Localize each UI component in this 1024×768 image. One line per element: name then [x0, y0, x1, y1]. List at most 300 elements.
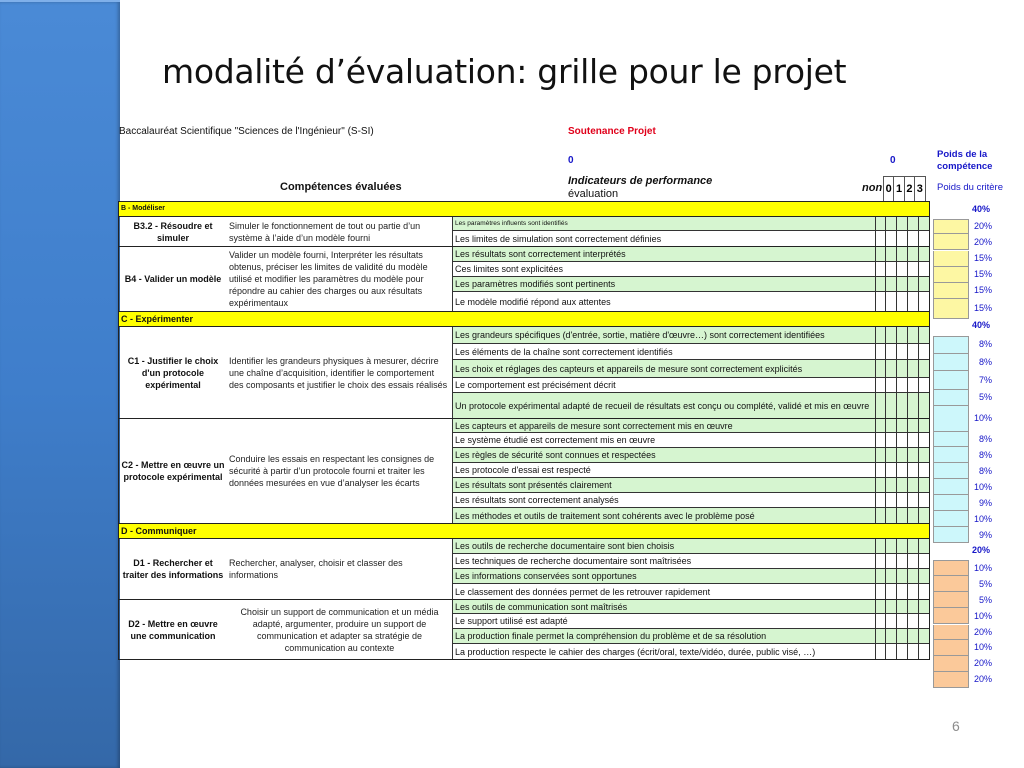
competences-header: Compétences évaluées [280, 181, 402, 193]
criterion-row [452, 478, 929, 493]
score-checkbox-0[interactable] [885, 644, 896, 659]
score-checkbox-3[interactable] [918, 262, 929, 276]
score-checkbox-1[interactable] [896, 463, 907, 477]
weight-input-cell[interactable] [933, 354, 969, 371]
criterion-row [452, 463, 929, 478]
weight-input-cell[interactable] [933, 251, 969, 267]
score-checkbox-3[interactable] [918, 478, 929, 492]
score-boxes [875, 262, 929, 276]
competence-description: Identifier les grandeurs physiques à mesurer, décrire une chaîne d’acquisition, identifier le comportement des composants et justifier le choix des essais réalisés [229, 355, 448, 390]
score-checkbox-non[interactable] [875, 554, 885, 568]
criterion-weight: 20% [973, 658, 992, 668]
criterion-weight: 10% [973, 513, 992, 524]
criterion-weight-header: Poids du critère [937, 182, 1004, 193]
score-checkbox-1[interactable] [896, 569, 907, 583]
score-boxes [875, 463, 929, 477]
score-checkbox-1[interactable] [896, 277, 907, 291]
criterion-weight: 8% [978, 339, 992, 349]
competence-block [119, 217, 929, 247]
score-checkbox-0[interactable] [885, 508, 896, 523]
criterion-row [452, 433, 929, 448]
score-checkbox-0[interactable] [885, 433, 896, 447]
score-checkbox-3[interactable] [918, 463, 929, 477]
score-checkbox-1[interactable] [896, 493, 907, 507]
criteria-list [452, 539, 929, 599]
score-checkbox-3[interactable] [918, 448, 929, 462]
score-checkbox-3[interactable] [918, 644, 929, 659]
weight-input-cell[interactable] [933, 371, 969, 390]
weight-input-cell[interactable] [933, 625, 969, 640]
score-checkbox-1[interactable] [896, 247, 907, 261]
weight-input-cell[interactable] [933, 234, 969, 250]
weight-input-cell[interactable] [933, 390, 969, 406]
score-checkbox-0[interactable] [885, 327, 896, 343]
score-checkbox-0[interactable] [885, 539, 896, 553]
score-boxes [875, 600, 929, 613]
score-checkbox-non[interactable] [875, 539, 885, 553]
score-checkbox-non[interactable] [875, 433, 885, 447]
weight-input-cell[interactable] [933, 432, 969, 447]
criterion-text: Les choix et réglages des capteurs et appareils de mesure sont correctement explicités [452, 360, 875, 377]
score-boxes [875, 231, 929, 246]
criterion-text: Les règles de sécurité sont connues et respectées [452, 448, 875, 462]
score-checkbox-non[interactable] [875, 292, 885, 311]
criterion-row [452, 419, 929, 433]
criterion-weight: 15% [973, 303, 992, 313]
criterion-weight: 7% [978, 374, 992, 385]
score-checkbox-3[interactable] [918, 554, 929, 568]
score-boxes [875, 393, 929, 418]
score-checkbox-0[interactable] [885, 378, 896, 392]
non-header: non [862, 182, 883, 194]
weight-input-cell[interactable] [933, 447, 969, 463]
score-checkbox-3[interactable] [918, 292, 929, 311]
criterion-text: Ces limites sont explicitées [452, 262, 875, 276]
weight-input-cell[interactable] [933, 672, 969, 688]
score-checkbox-non[interactable] [875, 360, 885, 377]
competence-block [119, 600, 929, 659]
score-checkbox-0[interactable] [885, 217, 896, 230]
score-boxes [875, 419, 929, 432]
score-checkbox-2[interactable] [907, 262, 918, 276]
criteria-list [452, 419, 929, 523]
competence-description: Simuler le fonctionnement de tout ou partie d’un système à l’aide d’un modèle fourni [229, 220, 421, 243]
score-checkbox-0[interactable] [885, 419, 896, 432]
score-checkbox-2[interactable] [907, 614, 918, 628]
score-checkbox-1[interactable] [896, 327, 907, 343]
criterion-text: Les limites de simulation sont correctement définies [452, 231, 875, 246]
score-checkbox-non[interactable] [875, 378, 885, 392]
score-checkbox-non[interactable] [875, 493, 885, 507]
score-checkbox-2[interactable] [907, 419, 918, 432]
criterion-row [452, 644, 929, 659]
score-checkbox-1[interactable] [896, 419, 907, 432]
weight-input-cell[interactable] [933, 283, 969, 299]
score-checkbox-3[interactable] [918, 508, 929, 523]
score-checkbox-1[interactable] [896, 378, 907, 392]
criterion-row [452, 393, 929, 418]
score-boxes [875, 277, 929, 291]
score-checkbox-non[interactable] [875, 463, 885, 477]
score-checkbox-0[interactable] [885, 277, 896, 291]
competence-block [119, 247, 929, 312]
score-checkbox-0[interactable] [885, 463, 896, 477]
weight-input-cell[interactable] [933, 219, 969, 234]
weight-input-cell[interactable] [933, 656, 969, 672]
score-checkbox-0[interactable] [885, 478, 896, 492]
criterion-weight: 10% [973, 481, 992, 492]
score-checkbox-2[interactable] [907, 360, 918, 377]
score-1-header: 1 [894, 176, 904, 202]
criterion-text: Les résultats sont correctement analysés [452, 493, 875, 507]
score-checkbox-non[interactable] [875, 231, 885, 246]
score-boxes [875, 433, 929, 447]
criterion-weight: 15% [973, 269, 992, 279]
criterion-row [452, 584, 929, 599]
score-checkbox-0[interactable] [885, 393, 896, 418]
criterion-text: Le support utilisé est adapté [452, 614, 875, 628]
criterion-text: Le comportement est précisément décrit [452, 378, 875, 392]
criterion-row [452, 554, 929, 569]
criterion-text: Un protocole expérimental adapté de recueil de résultats est conçu ou complété, validé et mis en œuvre [452, 393, 875, 418]
weight-input-cell[interactable] [933, 463, 969, 479]
score-checkbox-3[interactable] [918, 378, 929, 392]
criterion-weight: 5% [978, 594, 992, 605]
criterion-weight: 15% [973, 253, 992, 263]
weight-input-cell[interactable] [933, 608, 969, 624]
score-checkbox-3[interactable] [918, 493, 929, 507]
criterion-row [452, 614, 929, 629]
score-checkbox-3[interactable] [918, 327, 929, 343]
criterion-row [452, 231, 929, 246]
score-checkbox-1[interactable] [896, 393, 907, 418]
section-weight: 40% [971, 320, 990, 330]
score-checkbox-3[interactable] [918, 419, 929, 432]
criterion-row [452, 508, 929, 523]
score-checkbox-1[interactable] [896, 292, 907, 311]
score-checkbox-1[interactable] [896, 508, 907, 523]
score-checkbox-1[interactable] [896, 262, 907, 276]
weight-input-cell[interactable] [933, 495, 969, 511]
score-checkbox-2[interactable] [907, 327, 918, 343]
score-checkbox-1[interactable] [896, 217, 907, 230]
criterion-text: Le système étudié est correctement mis en œuvre [452, 433, 875, 447]
weight-input-cell[interactable] [933, 511, 969, 527]
score-checkbox-1[interactable] [896, 600, 907, 613]
criterion-weight: 9% [978, 497, 992, 508]
criterion-row [452, 292, 929, 311]
indicators-header: Indicateurs de performance [568, 175, 713, 187]
score-checkbox-1[interactable] [896, 644, 907, 659]
slide-sidebar-decoration [0, 0, 120, 768]
assessment-title: Soutenance Projet [568, 126, 656, 137]
competence-code: D2 - Mettre en œuvre une communication [128, 618, 218, 641]
score-boxes [875, 629, 929, 643]
score-3-header: 3 [915, 176, 925, 202]
competence-code: C1 - Justifier le choix d'un protocole expérimental [127, 355, 219, 390]
criterion-row [452, 448, 929, 463]
score-checkbox-0[interactable] [885, 569, 896, 583]
criterion-text: Les paramètres influents sont identifiés [452, 217, 875, 230]
score-checkbox-non[interactable] [875, 393, 885, 418]
score-checkbox-0[interactable] [885, 554, 896, 568]
slide-title: modalité d’évaluation: grille pour le projet [162, 52, 847, 91]
score-checkbox-1[interactable] [896, 344, 907, 359]
criterion-weight: 10% [973, 562, 992, 573]
competence-block [119, 539, 929, 600]
score-checkbox-2[interactable] [907, 292, 918, 311]
total-left: 0 [568, 155, 574, 166]
score-boxes [875, 539, 929, 553]
score-checkbox-3[interactable] [918, 614, 929, 628]
score-checkbox-1[interactable] [896, 614, 907, 628]
score-boxes [875, 584, 929, 599]
slide-number: 6 [952, 718, 960, 734]
score-checkbox-2[interactable] [907, 554, 918, 568]
score-checkbox-1[interactable] [896, 448, 907, 462]
score-checkbox-1[interactable] [896, 433, 907, 447]
competence-block [119, 327, 929, 419]
score-checkbox-2[interactable] [907, 231, 918, 246]
competence-code: D1 - Rechercher et traiter des informations [122, 558, 224, 580]
score-checkbox-non[interactable] [875, 569, 885, 583]
score-checkbox-3[interactable] [918, 344, 929, 359]
score-checkbox-2[interactable] [907, 569, 918, 583]
score-checkbox-3[interactable] [918, 360, 929, 377]
criterion-text: Les techniques de recherche documentaire sont maîtrisées [452, 554, 875, 568]
competence-description: Rechercher, analyser, choisir et classer des informations [229, 558, 403, 580]
score-checkbox-2[interactable] [907, 344, 918, 359]
criteria-list [452, 217, 929, 246]
criterion-weight: 8% [978, 449, 992, 460]
score-boxes [875, 508, 929, 523]
criterion-row [452, 629, 929, 644]
score-boxes [875, 247, 929, 261]
score-checkbox-0[interactable] [885, 292, 896, 311]
score-boxes [875, 360, 929, 377]
score-checkbox-3[interactable] [918, 569, 929, 583]
weight-input-cell[interactable] [933, 267, 969, 283]
section-weight: 40% [971, 203, 990, 214]
score-checkbox-2[interactable] [907, 508, 918, 523]
score-checkbox-non[interactable] [875, 644, 885, 659]
score-checkbox-1[interactable] [896, 539, 907, 553]
score-checkbox-3[interactable] [918, 629, 929, 643]
score-checkbox-non[interactable] [875, 448, 885, 462]
score-boxes [875, 217, 929, 230]
weight-input-cell[interactable] [933, 592, 969, 608]
score-checkbox-1[interactable] [896, 360, 907, 377]
score-checkbox-2[interactable] [907, 217, 918, 230]
score-checkbox-0[interactable] [885, 629, 896, 643]
criterion-weight: 10% [973, 413, 992, 423]
competence-code: B3.2 - Résoudre et simuler [133, 220, 213, 243]
criterion-text: Les outils de recherche documentaire sont bien choisis [452, 539, 875, 553]
evaluation-grid [118, 201, 930, 660]
score-checkbox-3[interactable] [918, 584, 929, 599]
score-boxes [875, 644, 929, 659]
score-checkbox-non[interactable] [875, 478, 885, 492]
score-checkbox-2[interactable] [907, 433, 918, 447]
total-right: 0 [890, 155, 896, 166]
criterion-text: Les paramètres modifiés sont pertinents [452, 277, 875, 291]
score-checkbox-2[interactable] [907, 600, 918, 613]
score-checkbox-3[interactable] [918, 539, 929, 553]
criterion-text: Les grandeurs spécifiques (d'entrée, sortie, matière d'œuvre…) sont correctement identifiées [452, 327, 875, 343]
score-boxes [875, 378, 929, 392]
score-checkbox-3[interactable] [918, 247, 929, 261]
score-checkbox-2[interactable] [907, 644, 918, 659]
criterion-row [452, 217, 929, 231]
score-checkbox-3[interactable] [918, 217, 929, 230]
weight-input-cell[interactable] [933, 299, 969, 319]
criterion-row [452, 247, 929, 262]
criterion-weight: 10% [973, 642, 992, 652]
score-checkbox-non[interactable] [875, 344, 885, 359]
score-boxes [875, 292, 929, 311]
score-checkbox-2[interactable] [907, 247, 918, 261]
criterion-weight: 15% [973, 285, 992, 295]
criteria-list [452, 600, 929, 659]
score-checkbox-1[interactable] [896, 554, 907, 568]
criterion-text: Les informations conservées sont opportunes [452, 569, 875, 583]
criterion-weight: 8% [978, 356, 992, 367]
score-checkbox-0[interactable] [885, 600, 896, 613]
score-checkbox-2[interactable] [907, 448, 918, 462]
score-checkbox-3[interactable] [918, 277, 929, 291]
section-band: B - Modéliser [119, 202, 929, 217]
score-2-header: 2 [905, 176, 915, 202]
score-checkbox-3[interactable] [918, 433, 929, 447]
score-checkbox-1[interactable] [896, 478, 907, 492]
criterion-weight: 20% [973, 626, 992, 637]
criterion-text: Les outils de communication sont maîtrisés [452, 600, 875, 613]
criterion-weight: 8% [978, 434, 992, 444]
criterion-weight: 5% [978, 392, 992, 402]
score-boxes [875, 493, 929, 507]
criterion-text: Les résultats sont présentés clairement [452, 478, 875, 492]
score-checkbox-non[interactable] [875, 247, 885, 261]
criteria-list [452, 247, 929, 311]
competence-block [119, 419, 929, 524]
competence-description: Choisir un support de communication et un média adapté, argumenter, produire un support de communication et adapter sa stratégie de communication au contexte [240, 606, 439, 653]
competence-weight-header: Poids de la compétence [937, 149, 993, 172]
criterion-text: Les résultats sont correctement interprétés [452, 247, 875, 261]
score-checkbox-0[interactable] [885, 360, 896, 377]
score-checkbox-3[interactable] [918, 231, 929, 246]
criterion-row [452, 600, 929, 614]
score-0-header: 0 [884, 176, 894, 202]
criterion-row [452, 360, 929, 378]
score-checkbox-0[interactable] [885, 262, 896, 276]
score-checkbox-2[interactable] [907, 629, 918, 643]
weight-input-cell[interactable] [933, 640, 969, 656]
score-checkbox-0[interactable] [885, 247, 896, 261]
score-checkbox-2[interactable] [907, 539, 918, 553]
score-checkbox-1[interactable] [896, 584, 907, 599]
weight-input-cell[interactable] [933, 406, 969, 432]
score-boxes [875, 478, 929, 492]
section-weight: 20% [971, 544, 990, 555]
criterion-weight: 5% [978, 578, 992, 589]
weight-input-cell[interactable] [933, 527, 969, 543]
criterion-row [452, 327, 929, 344]
weight-input-cell[interactable] [933, 560, 969, 576]
score-checkbox-2[interactable] [907, 493, 918, 507]
competence-description: Valider un modèle fourni, Interpréter les résultats obtenus, préciser les limites de validité du modèle utilisé et modifier les paramètres du modèle pour répondre au cahier des charges ou aux résultats expérimentaux [229, 250, 428, 308]
score-checkbox-0[interactable] [885, 448, 896, 462]
section-band: D - Communiquer [119, 524, 929, 539]
criterion-text: Le modèle modifié répond aux attentes [452, 292, 875, 311]
score-checkbox-2[interactable] [907, 584, 918, 599]
weight-input-cell[interactable] [933, 336, 969, 354]
criterion-weight: 9% [978, 529, 992, 540]
score-checkbox-1[interactable] [896, 231, 907, 246]
score-checkbox-non[interactable] [875, 277, 885, 291]
score-checkbox-0[interactable] [885, 614, 896, 628]
score-checkbox-0[interactable] [885, 493, 896, 507]
score-checkbox-2[interactable] [907, 478, 918, 492]
criterion-row [452, 539, 929, 554]
score-boxes [875, 569, 929, 583]
score-checkbox-non[interactable] [875, 614, 885, 628]
criterion-row [452, 493, 929, 508]
criterion-text: Le classement des données permet de les retrouver rapidement [452, 584, 875, 599]
competence-code: B4 - Valider un modèle [124, 274, 222, 284]
score-checkbox-2[interactable] [907, 393, 918, 418]
score-checkbox-0[interactable] [885, 344, 896, 359]
criterion-weight: 10% [973, 610, 992, 621]
evaluation-header: évaluation [568, 188, 619, 200]
score-checkbox-non[interactable] [875, 584, 885, 599]
score-checkbox-2[interactable] [907, 378, 918, 392]
criterion-text: Les capteurs et appareils de mesure sont correctement mis en œuvre [452, 419, 875, 432]
weight-input-cell[interactable] [933, 576, 969, 592]
criterion-text: Les méthodes et outils de traitement sont cohérents avec le problème posé [452, 508, 875, 523]
score-boxes [875, 614, 929, 628]
score-checkbox-2[interactable] [907, 277, 918, 291]
score-checkbox-non[interactable] [875, 508, 885, 523]
criterion-weight: 20% [973, 236, 992, 247]
score-checkbox-2[interactable] [907, 463, 918, 477]
program-label: Baccalauréat Scientifique "Sciences de l'Ingénieur" (S-SI) [119, 126, 374, 137]
score-checkbox-non[interactable] [875, 629, 885, 643]
criterion-row [452, 378, 929, 393]
section-band: C - Expérimenter [119, 312, 929, 327]
score-checkbox-3[interactable] [918, 600, 929, 613]
criterion-text: La production respecte le cahier des charges (écrit/oral, texte/vidéo, durée, public visé, …) [452, 644, 875, 659]
criterion-weight: 20% [973, 674, 992, 684]
score-checkbox-non[interactable] [875, 217, 885, 230]
score-checkbox-0[interactable] [885, 231, 896, 246]
criterion-row [452, 262, 929, 277]
score-boxes [875, 344, 929, 359]
weight-input-cell[interactable] [933, 479, 969, 495]
score-checkbox-non[interactable] [875, 262, 885, 276]
score-checkbox-0[interactable] [885, 584, 896, 599]
score-checkbox-non[interactable] [875, 600, 885, 613]
competence-code: C2 - Mettre en œuvre un protocole expérimental [121, 460, 225, 482]
criterion-row [452, 569, 929, 584]
score-checkbox-1[interactable] [896, 629, 907, 643]
competence-description: Conduire les essais en respectant les consignes de sécurité à partir d’un protocole fourni et traiter les données mesurées en vue d’analyser les écarts [229, 454, 435, 488]
score-boxes [875, 448, 929, 462]
criterion-text: Les protocole d'essai est respecté [452, 463, 875, 477]
score-boxes [875, 554, 929, 568]
score-checkbox-non[interactable] [875, 327, 885, 343]
score-checkbox-3[interactable] [918, 393, 929, 418]
score-checkbox-non[interactable] [875, 419, 885, 432]
